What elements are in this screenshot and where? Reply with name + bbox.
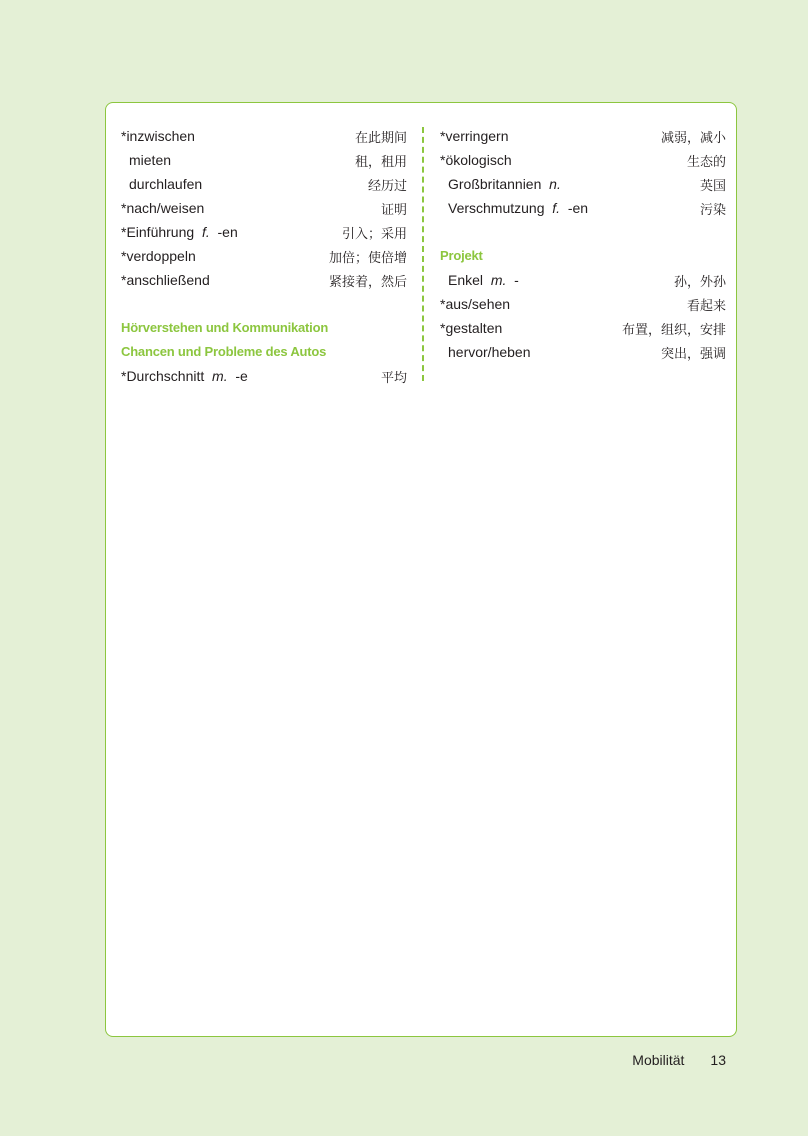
- column-divider: [422, 127, 424, 381]
- vocab-entry: [440, 148, 726, 172]
- vocab-entry: [440, 196, 726, 220]
- vocabulary-panel: [105, 102, 737, 1037]
- spacer: [440, 220, 726, 244]
- vocab-term-group: [440, 128, 508, 144]
- vocab-plural: -en: [217, 224, 238, 240]
- vocab-list-right-bottom: [440, 268, 726, 364]
- vocab-gender: n.: [549, 176, 561, 192]
- vocab-term-group: [440, 344, 531, 360]
- vocab-term: *anschließend: [121, 272, 210, 288]
- vocab-term: mieten: [129, 152, 172, 168]
- vocab-entry: [121, 268, 407, 292]
- vocab-entry: [440, 292, 726, 316]
- vocab-list-left-bottom: [121, 364, 407, 388]
- spacer: [121, 292, 407, 316]
- vocab-term-group: [121, 224, 238, 240]
- vocab-translation: 紧接着，然后: [328, 274, 407, 290]
- vocab-term: *inzwischen: [121, 128, 195, 144]
- vocab-translation: 减弱，减小: [660, 130, 726, 146]
- vocab-plural: -e: [235, 368, 248, 384]
- vocab-translation: 在此期间: [354, 130, 407, 146]
- vocab-entry: [121, 220, 407, 244]
- vocab-gender: f.: [552, 200, 561, 216]
- vocab-translation: 租，租用: [354, 154, 407, 170]
- vocab-column-left: [121, 124, 407, 388]
- vocab-term-group: [121, 200, 204, 216]
- vocab-term: Enkel: [448, 272, 484, 288]
- vocab-translation: 证明: [380, 202, 407, 218]
- vocab-translation: 孙，外孙: [673, 274, 726, 290]
- vocab-term: *gestalten: [440, 320, 503, 336]
- vocab-list-right-top: [440, 124, 726, 220]
- vocab-translation: 看起来: [686, 298, 726, 314]
- vocab-term-group: [440, 272, 519, 288]
- vocab-term: Verschmutzung: [448, 200, 545, 216]
- vocab-translation: 突出，强调: [660, 346, 726, 362]
- vocab-entry: [121, 124, 407, 148]
- vocab-term-group: [440, 320, 502, 336]
- vocab-term: *verringern: [440, 128, 509, 144]
- vocab-term: *Einführung: [121, 224, 195, 240]
- vocab-term: *ökologisch: [440, 152, 512, 168]
- vocab-term: *nach/weisen: [121, 200, 205, 216]
- page-number: 13: [710, 1052, 726, 1068]
- vocab-entry: [121, 196, 407, 220]
- vocab-translation: 加倍；使倍增: [328, 250, 407, 266]
- section-heading-chancen: Chancen und Probleme des Autos: [121, 344, 327, 359]
- vocab-term: durchlaufen: [129, 176, 203, 192]
- vocab-term-group: [440, 296, 510, 312]
- vocab-translation: 生态的: [686, 154, 726, 170]
- vocab-term-group: [440, 176, 561, 192]
- section-heading-hoerverstehen: Hörverstehen und Kommunikation: [121, 320, 329, 335]
- vocab-term: Großbritannien: [448, 176, 542, 192]
- vocab-entry: [121, 148, 407, 172]
- page-footer: [632, 1052, 726, 1068]
- vocab-plural: -: [514, 272, 519, 288]
- vocab-translation: 英国: [699, 178, 726, 194]
- section-heading-projekt: Projekt: [440, 248, 483, 263]
- vocab-term-group: [121, 368, 248, 384]
- vocab-term: *Durchschnitt: [121, 368, 205, 384]
- vocab-entry: [121, 244, 407, 268]
- vocab-term-group: [121, 248, 196, 264]
- vocab-term-group: [121, 176, 202, 192]
- vocab-translation: 污染: [699, 202, 726, 218]
- vocab-term-group: [121, 152, 171, 168]
- vocab-term-group: [121, 272, 210, 288]
- vocab-entry: [440, 124, 726, 148]
- vocab-plural: -en: [567, 200, 589, 216]
- vocab-term-group: [440, 200, 588, 216]
- vocab-term: *aus/sehen: [440, 296, 511, 312]
- vocab-entry: [440, 268, 726, 292]
- vocab-entry: [440, 172, 726, 196]
- vocab-term-group: [440, 152, 512, 168]
- vocab-gender: f.: [201, 224, 210, 240]
- chapter-title: Mobilität: [632, 1052, 685, 1068]
- vocab-term-group: [121, 128, 195, 144]
- vocab-term: hervor/heben: [448, 344, 531, 360]
- vocab-term: *verdoppeln: [121, 248, 196, 264]
- vocab-entry: [440, 340, 726, 364]
- vocab-translation: 经历过: [367, 178, 407, 194]
- vocab-column-right: [440, 124, 726, 364]
- vocab-entry: [440, 316, 726, 340]
- vocab-translation: 布置，组织，安排: [621, 322, 726, 338]
- vocab-entry: [121, 364, 407, 388]
- vocab-translation: 平均: [380, 370, 407, 386]
- vocab-gender: m.: [490, 272, 507, 288]
- vocab-translation: 引入；采用: [341, 226, 407, 242]
- vocab-entry: [121, 172, 407, 196]
- vocab-gender: m.: [212, 368, 228, 384]
- vocab-list-left-top: [121, 124, 407, 292]
